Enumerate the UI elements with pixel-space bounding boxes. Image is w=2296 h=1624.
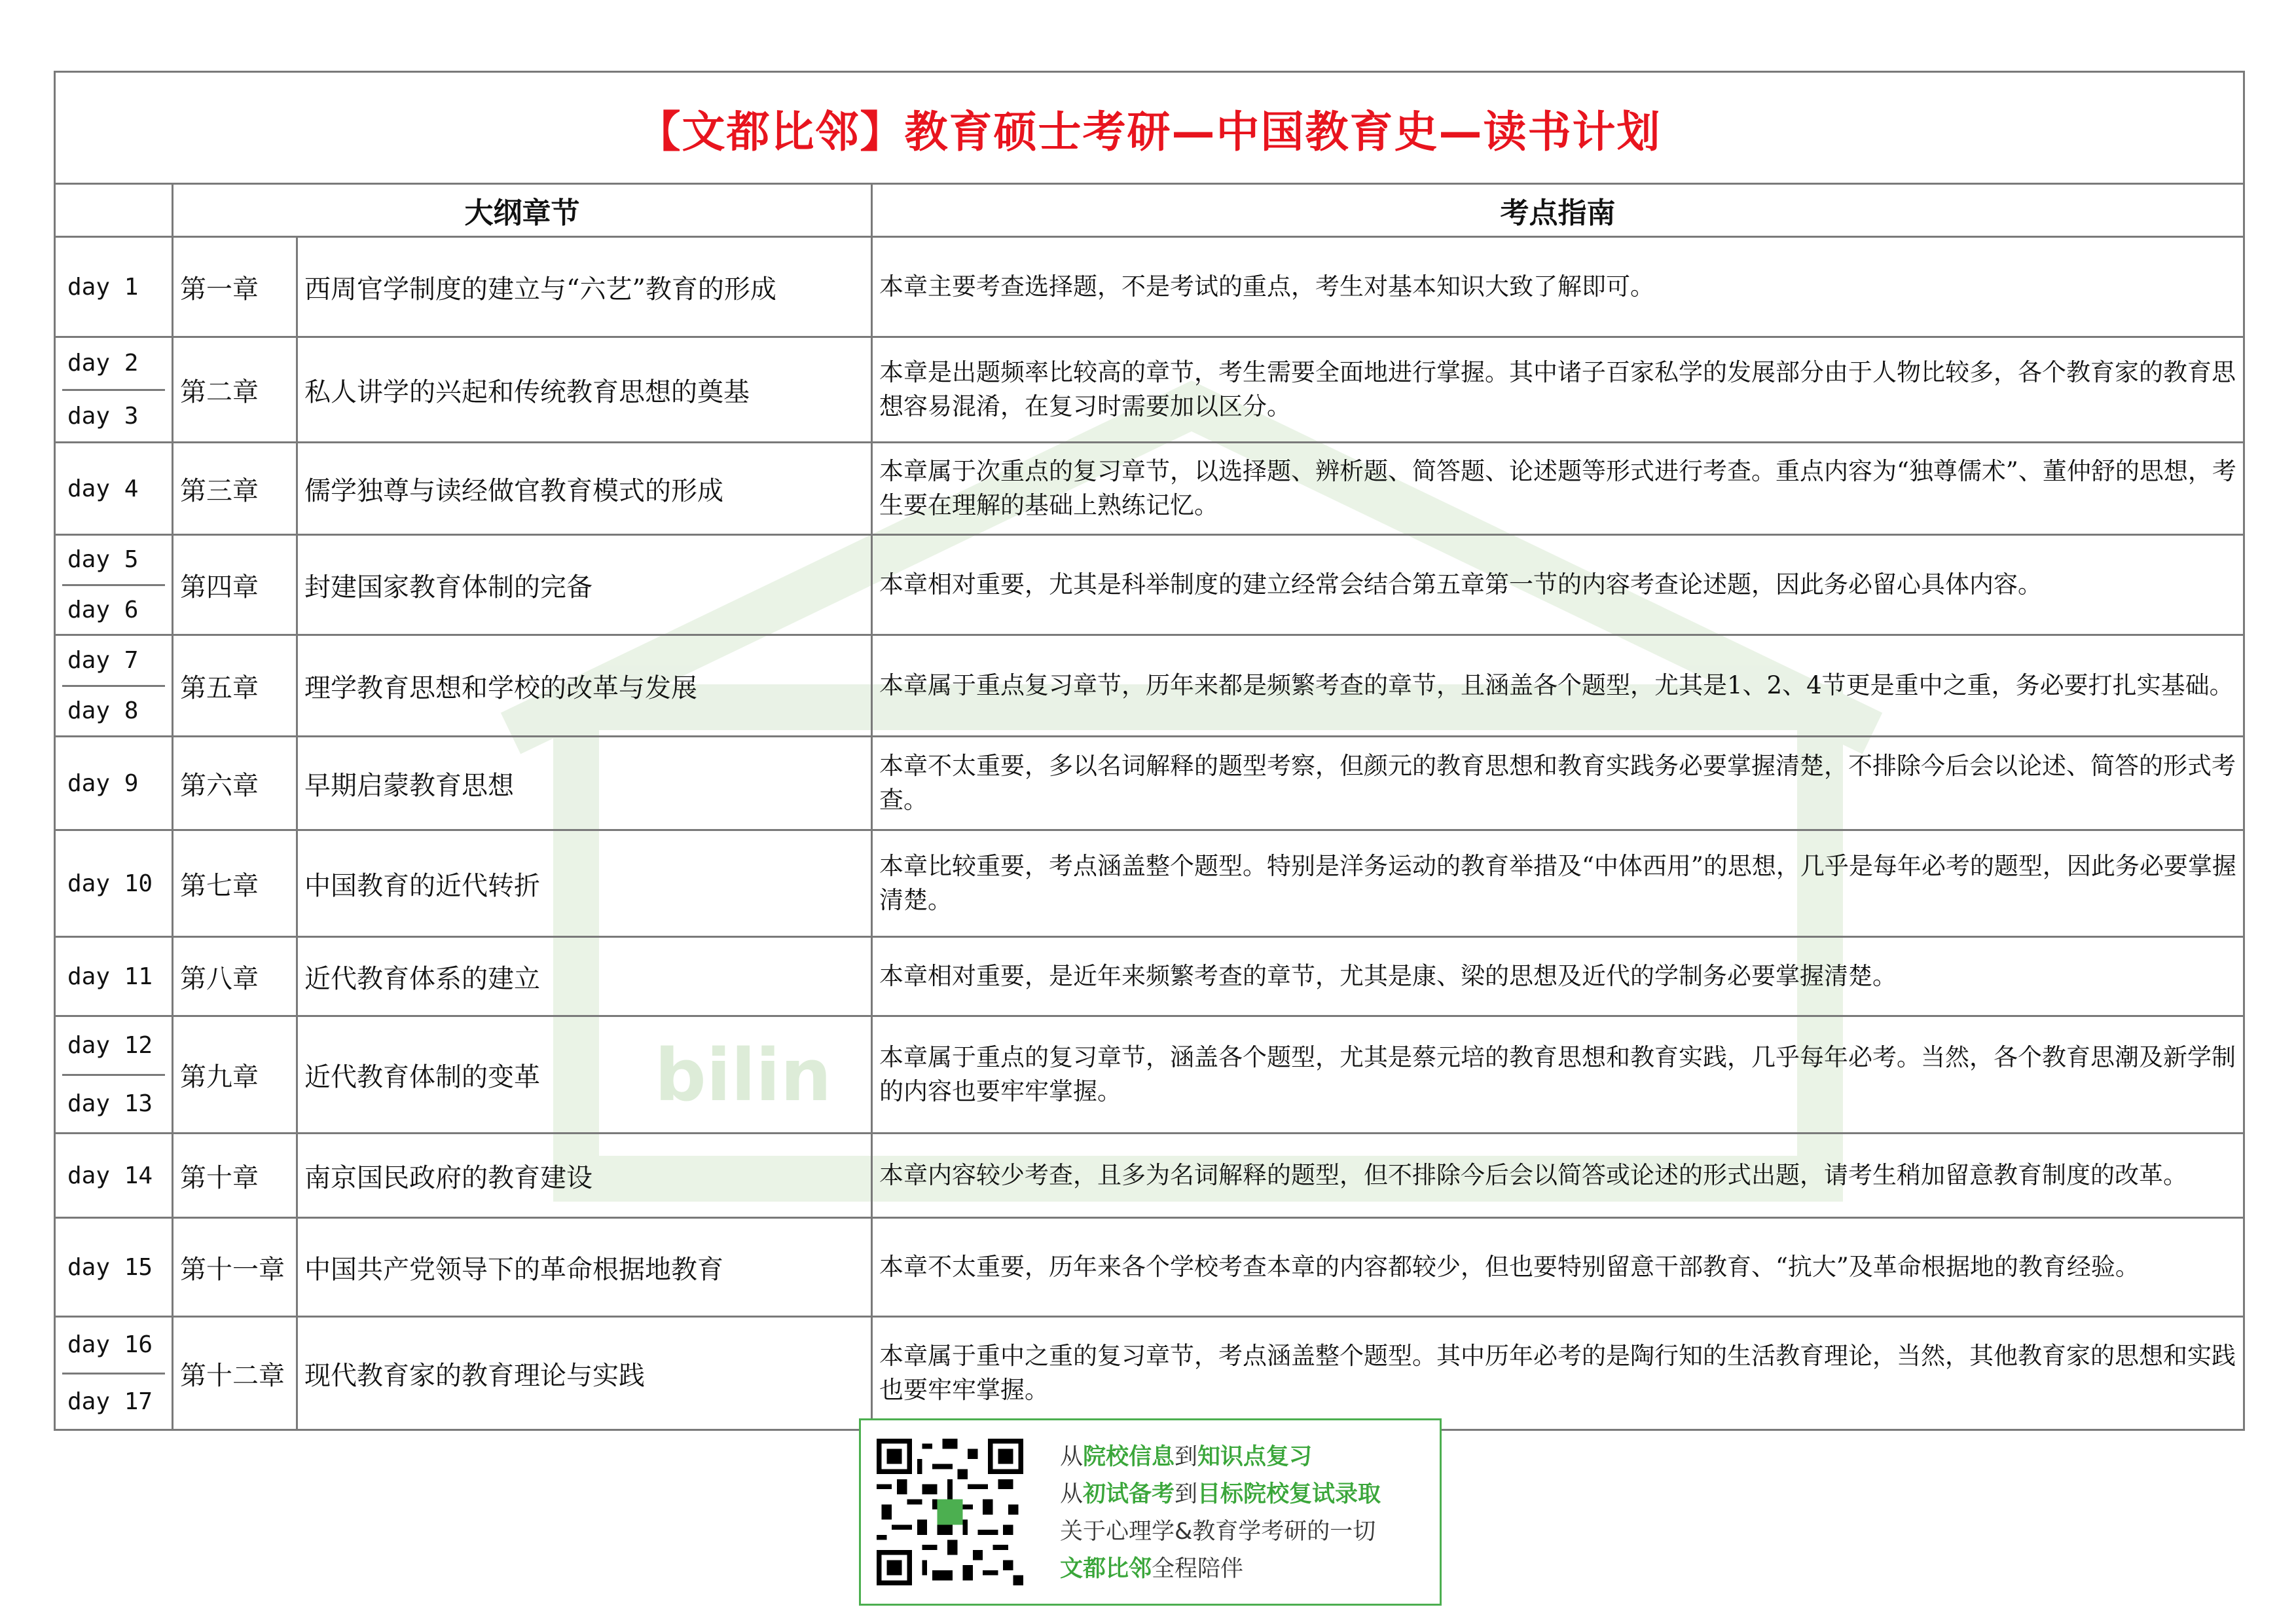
- plan-row: [55, 337, 2244, 443]
- chapter-number: 第十章: [173, 1134, 297, 1218]
- day-cell: [55, 237, 173, 337]
- exam-guide-text: 本章不太重要，多以名词解释的题型考察，但颜元的教育思想和教育实践务必要掌握清楚，不排除今后会以论述、简答的形式考查。: [872, 737, 2244, 830]
- chapter-topic: 近代教育体系的建立: [297, 937, 872, 1016]
- exam-guide-text: 本章主要考查选择题，不是考试的重点，考生对基本知识大致了解即可。: [872, 237, 2244, 337]
- plan-row: [55, 1317, 2244, 1430]
- qr-promo-box: [859, 1418, 1442, 1606]
- day-label: day 2: [67, 350, 139, 377]
- chapter-number: 第十一章: [173, 1218, 297, 1317]
- promo-line-4: 文都比邻全程陪伴: [1060, 1556, 1244, 1582]
- day-label: day 4: [67, 475, 139, 502]
- day-cell: [55, 737, 173, 830]
- chapter-topic: 封建国家教育体制的完备: [297, 535, 872, 635]
- day-cell: [55, 443, 173, 535]
- promo-line-3: 关于心理学&教育学考研的一切: [1060, 1519, 1376, 1545]
- day-cell: [55, 937, 173, 1016]
- day-label: day 12: [67, 1031, 153, 1059]
- chapter-number: 第四章: [173, 535, 297, 635]
- chapter-number: 第五章: [173, 635, 297, 737]
- exam-guide-text: 本章相对重要，是近年来频繁考查的章节，尤其是康、梁的思想及近代的学制务必要掌握清楚。: [872, 937, 2244, 1016]
- exam-guide-text: 本章相对重要，尤其是科举制度的建立经常会结合第五章第一节的内容考查论述题，因此务必留心具体内容。: [872, 535, 2244, 635]
- chapter-number: 第八章: [173, 937, 297, 1016]
- plan-row: [55, 1218, 2244, 1317]
- day-label: day 6: [62, 584, 165, 635]
- day-label: day 1: [67, 273, 139, 301]
- promo-line-1: 从院校信息到知识点复习: [1060, 1444, 1313, 1470]
- day-label: day 10: [67, 870, 153, 897]
- header-blank: [55, 184, 173, 237]
- chapter-number: 第六章: [173, 737, 297, 830]
- chapter-number: 第三章: [173, 443, 297, 535]
- chapter-topic: 近代教育体制的变革: [297, 1016, 872, 1134]
- plan-row: [55, 1016, 2244, 1134]
- chapter-number: 第七章: [173, 830, 297, 937]
- chapter-number: 第十二章: [173, 1317, 297, 1430]
- chapter-topic: 早期启蒙教育思想: [297, 737, 872, 830]
- chapter-topic: 南京国民政府的教育建设: [297, 1134, 872, 1218]
- day-label: day 14: [67, 1162, 153, 1189]
- day-cell: [55, 1317, 173, 1430]
- qr-code-icon[interactable]: [877, 1439, 1023, 1585]
- plan-row: [55, 635, 2244, 737]
- plan-row: [55, 535, 2244, 635]
- header-guide: 考点指南: [872, 184, 2244, 237]
- day-cell: [55, 635, 173, 737]
- chapter-number: 第一章: [173, 237, 297, 337]
- plan-row: [55, 937, 2244, 1016]
- promo-text: [1060, 1439, 1381, 1588]
- day-label: day 15: [67, 1253, 153, 1281]
- plan-row: [55, 443, 2244, 535]
- day-cell: [55, 1134, 173, 1218]
- day-label: day 9: [67, 769, 139, 797]
- day-label: day 13: [62, 1074, 165, 1133]
- day-label: day 16: [67, 1331, 153, 1359]
- exam-guide-text: 本章属于重中之重的复习章节，考点涵盖整个题型。其中历年必考的是陶行知的生活教育理论，当然，其他教育家的思想和实践也要牢牢掌握。: [872, 1317, 2244, 1430]
- day-label: day 11: [67, 963, 153, 990]
- day-label: day 3: [62, 389, 165, 442]
- reading-plan-table: [54, 71, 2245, 1431]
- chapter-topic: 中国共产党领导下的革命根据地教育: [297, 1218, 872, 1317]
- plan-row: [55, 737, 2244, 830]
- reading-plan-sheet: [54, 71, 2243, 1431]
- chapter-topic: 儒学独尊与读经做官教育模式的形成: [297, 443, 872, 535]
- day-label: day 5: [67, 546, 139, 574]
- chapter-topic: 私人讲学的兴起和传统教育思想的奠基: [297, 337, 872, 443]
- header-outline: 大纲章节: [173, 184, 872, 237]
- chapter-topic: 现代教育家的教育理论与实践: [297, 1317, 872, 1430]
- watermark-text: bilin: [655, 1033, 832, 1117]
- page-title: 【文都比邻】教育硕士考研—中国教育史—读书计划: [55, 72, 2244, 184]
- exam-guide-text: 本章属于重点复习章节，历年来都是频繁考查的章节，且涵盖各个题型，尤其是1、2、4节更是重中之重，务必要打扎实基础。: [872, 635, 2244, 737]
- exam-guide-text: 本章不太重要，历年来各个学校考查本章的内容都较少，但也要特别留意干部教育、“抗大”及革命根据地的教育经验。: [872, 1218, 2244, 1317]
- plan-row: [55, 237, 2244, 337]
- day-label: day 8: [62, 685, 165, 736]
- plan-row: [55, 830, 2244, 937]
- exam-guide-text: 本章比较重要，考点涵盖整个题型。特别是洋务运动的教育举措及“中体西用”的思想，几乎是每年必考的题型，因此务必要掌握清楚。: [872, 830, 2244, 937]
- day-cell: [55, 535, 173, 635]
- chapter-number: 第二章: [173, 337, 297, 443]
- chapter-topic: 中国教育的近代转折: [297, 830, 872, 937]
- day-cell: [55, 337, 173, 443]
- day-cell: [55, 830, 173, 937]
- day-label: day 17: [62, 1373, 165, 1430]
- exam-guide-text: 本章是出题频率比较高的章节，考生需要全面地进行掌握。其中诸子百家私学的发展部分由于人物比较多，各个教育家的教育思想容易混淆，在复习时需要加以区分。: [872, 337, 2244, 443]
- chapter-number: 第九章: [173, 1016, 297, 1134]
- day-label: day 7: [67, 646, 139, 674]
- exam-guide-text: 本章属于重点的复习章节，涵盖各个题型，尤其是蔡元培的教育思想和教育实践，几乎每年必考。当然，各个教育思潮及新学制的内容也要牢牢掌握。: [872, 1016, 2244, 1134]
- plan-row: [55, 1134, 2244, 1218]
- chapter-topic: 理学教育思想和学校的改革与发展: [297, 635, 872, 737]
- day-cell: [55, 1218, 173, 1317]
- exam-guide-text: 本章内容较少考查，且多为名词解释的题型，但不排除今后会以简答或论述的形式出题，请考生稍加留意教育制度的改革。: [872, 1134, 2244, 1218]
- chapter-topic: 西周官学制度的建立与“六艺”教育的形成: [297, 237, 872, 337]
- promo-line-2: 从初试备考到目标院校复试录取: [1060, 1481, 1381, 1507]
- day-cell: [55, 1016, 173, 1134]
- exam-guide-text: 本章属于次重点的复习章节，以选择题、辨析题、简答题、论述题等形式进行考查。重点内容为“独尊儒术”、董仲舒的思想，考生要在理解的基础上熟练记忆。: [872, 443, 2244, 535]
